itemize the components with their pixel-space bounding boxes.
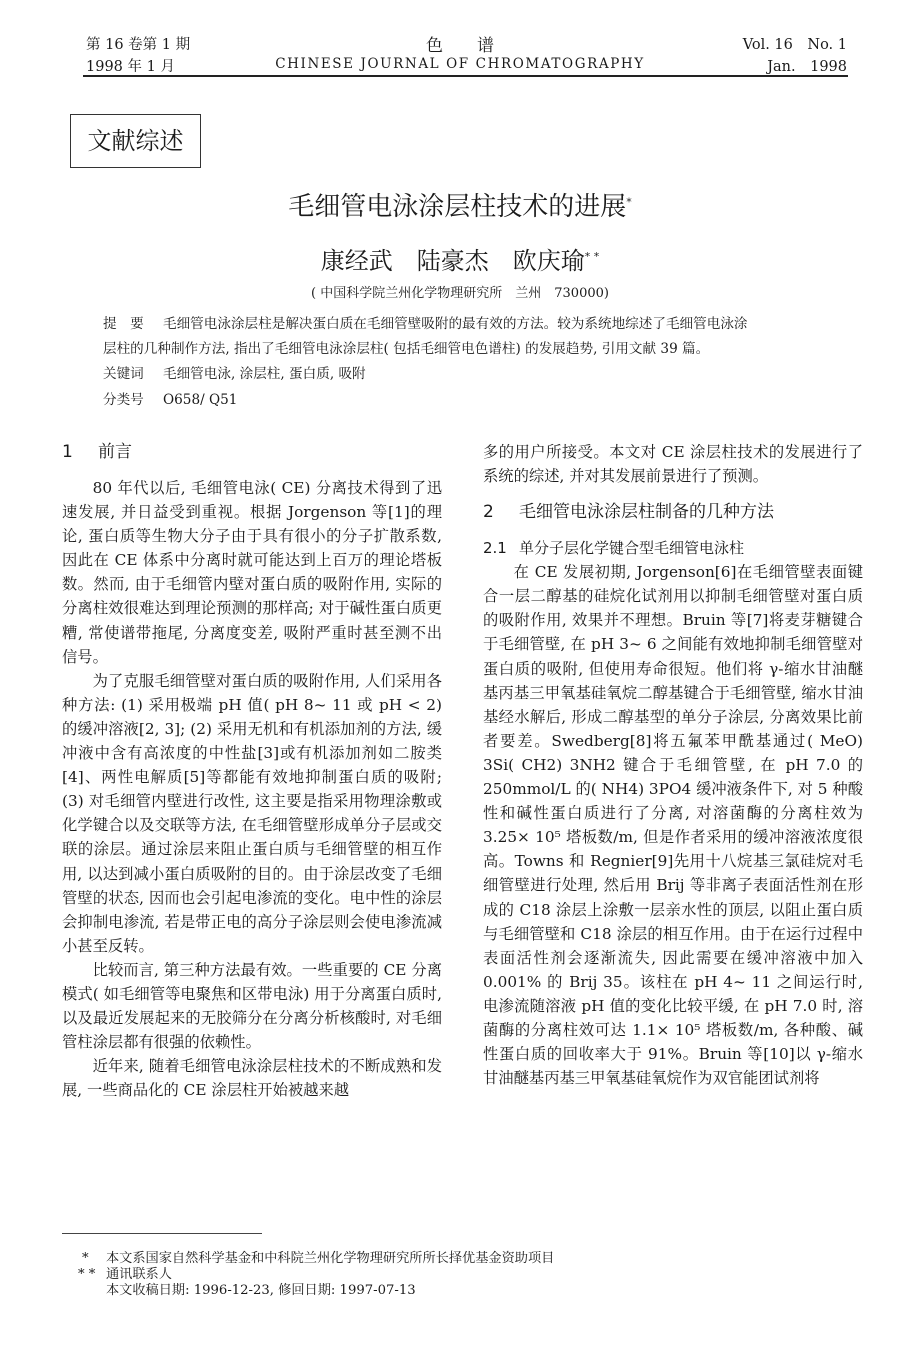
keywords: 毛细管电泳, 涂层柱, 蛋白质, 吸附	[163, 366, 366, 382]
classification-line	[103, 388, 237, 408]
footnote-1-mark: *	[82, 1251, 89, 1266]
volume-issue-cn: 第 16 卷第 1 期	[86, 37, 191, 53]
abstract-line-2: 层柱的几种制作方法, 指出了毛细管电泳涂层柱( 包括毛细管电色谱柱) 的发展趋势, 引用文献 39 篇。	[103, 341, 710, 357]
left-column	[62, 440, 442, 1102]
title-text: 毛细管电泳涂层柱技术的进展	[288, 192, 627, 222]
author-footnote-mark: * *	[584, 250, 600, 263]
affiliation: ( 中国科学院兰州化学物理研究所 兰州 730000)	[311, 286, 609, 301]
journal-title-cn: 色 谱	[426, 36, 494, 56]
volume-issue-en: Vol. 16 No. 1	[742, 37, 847, 53]
right-column	[483, 440, 863, 1090]
paragraph: 为了克服毛细管壁对蛋白质的吸附作用, 人们采用各种方法: (1) 采用极端 pH 值( pH 8~ 11 或 pH < 2) 的缓冲溶液[2, 3]; (2) 采用无机和有机添加剂的方法, 缓冲液中含有高浓度的中性盐[3]或有机添加剂如二胺类[4]、两性电解质[5]等都能有效地抑制蛋白质的吸附; (3) 对毛细管内壁进行改性, 这主要是指采用物理涂敷或化学键合以及交联等方法, 在毛细管壁形成单分子层或交联的涂层。通过涂层来阻止蛋白质与毛细管壁的相互作用, 以达到减小蛋白质吸附的目的。由于涂层改变了毛细管壁的状态, 因而也会引起电渗流的变化。电中性的涂层会抑制电渗流, 若是带正电的高分子涂层则会使电渗流减小甚至反转。	[62, 671, 442, 955]
paragraph: 比较而言, 第三种方法最有效。一些重要的 CE 分离模式( 如毛细管等电聚焦和区带电泳) 用于分离蛋白质时, 以及最近发展起来的无胶筛分在分离分析核酸时, 对毛细管柱涂层都有很强的依赖性。	[62, 960, 442, 1052]
header-rule	[83, 75, 848, 77]
received-dates: 本文收稿日期: 1996-12-23, 修回日期: 1997-07-13	[106, 1283, 416, 1298]
footnote-1: * 本文系国家自然科学基金和中科院兰州化学物理研究所所长择优基金资助项目	[82, 1251, 555, 1266]
paragraph: 在 CE 发展初期, Jorgenson[6]在毛细管壁表面键合一层二醇基的硅烷化试剂用以抑制毛细管壁对蛋白质的吸附作用, 效果并不理想。Bruin 等[7]将麦芽糖键合于毛细管壁, 在 pH 3~ 6 之间能有效地抑制毛细管壁对蛋白质的吸附, 但使用寿命很短。他们将 γ-缩水甘油醚基丙基三甲氧基硅氧烷二醇基键合于毛细管壁, 缩水甘油基经水解后, 形成二醇基型的单分子涂层, 分离效果比前者要差。Swedberg[8]将五氟苯甲酰基通过( MeO) 3Si( CH2) 3NH2 键合于毛细管壁, 在 pH 7.0 的 250mmol/L 的( NH4) 3PO4 缓冲液条件下, 对 5 种酸性和碱性蛋白质进行了分离, 对溶菌酶的分离柱效为 3.25× 10⁵ 塔板数/m, 但是作者采用的缓冲溶液浓度很高。Towns 和 Regnier[9]先用十八烷基三氯硅烷对毛细管壁进行处理, 然后用 Brij 等非离子表面活性剂在形成的 C18 涂层上涂敷一层亲水性的顶层, 以阻止蛋白质与毛细管壁和 C18 涂层的相互作用。由于在运行过程中表面活性剂会逐渐流失, 因此需要在缓冲溶液中加入 0.001% 的 Brij 35。该柱在 pH 4~ 11 之间运行时, 电渗流随溶液 pH 值的变化比较平缓, 在 pH 7.0 时, 溶菌酶的分离柱效可达 1.1× 10⁵ 塔板数/m, 各种酸、碱性蛋白质的回收率大于 91%。Bruin 等[10]以 γ-缩水甘油醚基丙基三甲氧基硅氧烷作为双官能团试剂将	[483, 563, 863, 1088]
date-en: Jan. 1998	[767, 59, 847, 75]
section-2-heading: 2 毛细管电泳涂层柱制备的几种方法	[483, 502, 774, 523]
keywords-label: 关键词	[103, 366, 144, 382]
abstract-text-1: 毛细管电泳涂层柱是解决蛋白质在毛细管壁吸附的最有效的方法。较为系统地综述了毛细管电泳涂	[163, 316, 748, 332]
authors	[0, 241, 920, 276]
footnote-rule	[62, 1233, 262, 1234]
classification-label: 分类号	[103, 392, 144, 408]
title-footnote-mark: *	[626, 195, 632, 209]
section-box: 文献综述	[70, 114, 201, 168]
date-cn: 1998 年 1 月	[86, 59, 175, 75]
abstract-label: 提 要	[103, 316, 144, 332]
classification: O658/ Q51	[163, 392, 238, 408]
paragraph: 80 年代以后, 毛细管电泳( CE) 分离技术得到了迅速发展, 并日益受到重视。根据 Jorgenson 等[1]的理论, 蛋白质等生物大分子由于具有很小的分子扩散系数, 因此在 CE 体系中分离时就可能达到上百万的理论塔板数。然而, 由于毛细管内壁对蛋白质的吸附作用, 实际的分离柱效很难达到理论预测的那样高; 对于碱性蛋白质更糟, 常使谱带拖尾, 分离度变差, 吸附严重时甚至测不出信号。	[62, 479, 442, 666]
keywords-line	[103, 362, 366, 382]
author-names: 康经武 陆豪杰 欧庆瑜	[320, 247, 585, 275]
article-title	[0, 186, 920, 223]
subsection-2-1-heading: 2.1 单分子层化学键合型毛细管电泳柱	[483, 539, 745, 558]
paragraph: 近年来, 随着毛细管电泳涂层柱技术的不断成熟和发展, 一些商品化的 CE 涂层柱开始被越来越	[62, 1057, 442, 1100]
paragraph: 多的用户所接受。本文对 CE 涂层柱技术的发展进行了系统的综述, 并对其发展前景进行了预测。	[483, 443, 863, 486]
journal-title-en: CHINESE JOURNAL OF CHROMATOGRAPHY	[275, 56, 645, 72]
footnote-2: * * 通讯联系人	[78, 1267, 172, 1282]
section-1-heading: 1 前言	[62, 442, 132, 462]
footnote-2-mark: * *	[78, 1267, 96, 1282]
abstract-line-1	[103, 312, 748, 332]
